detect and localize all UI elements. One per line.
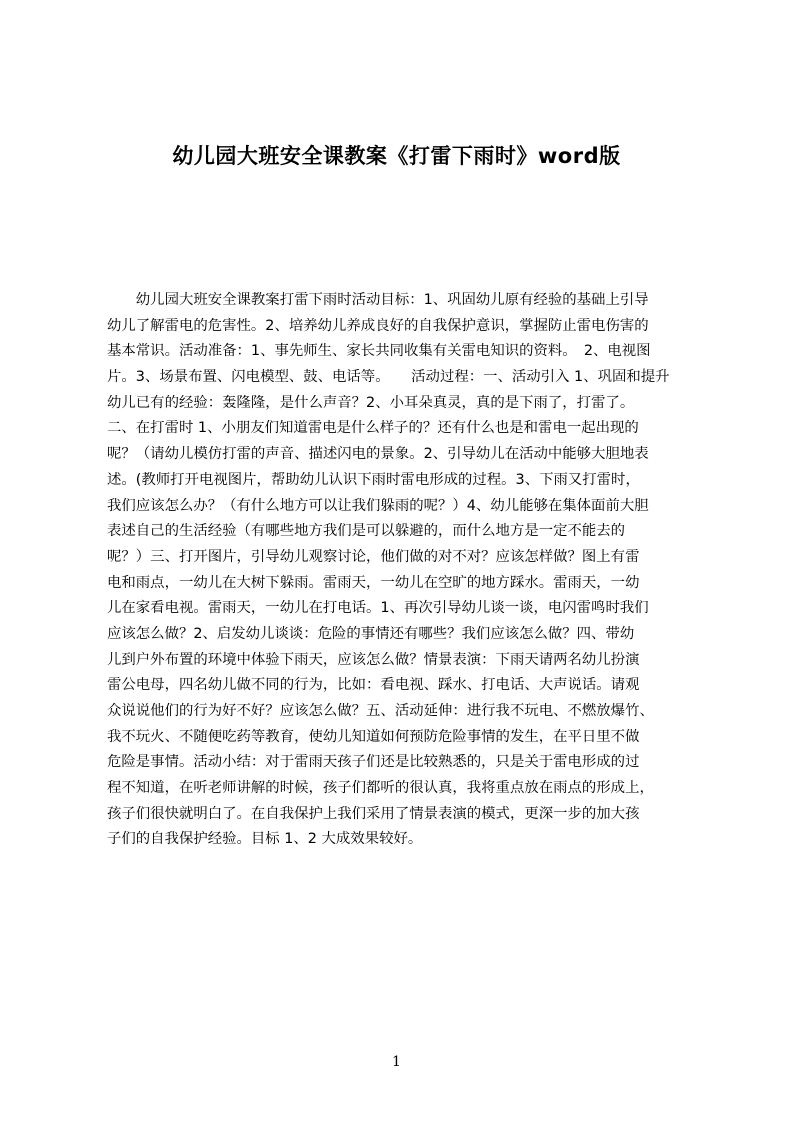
body-line: 我不玩火、不随便吃药等教育，使幼儿知道如何预防危险事情的发生，在平日里不做 — [107, 728, 640, 745]
page-number: 1 — [392, 1054, 401, 1070]
body-line: 应该怎么做？2、启发幼儿谈谈：危险的事情还有哪些？我们应该怎么做？四、带幼 — [107, 625, 635, 642]
body-line: 述。(教师打开电视图片，帮助幼儿认识下雨时雷电形成的过程。3、下雨又打雷时， — [107, 471, 640, 488]
body-line: 片。3、场景布置、闪电模型、鼓、电话等。 活动过程：一、活动引入 1、巩固和提升 — [107, 369, 670, 386]
body-line: 幼儿了解雷电的危害性。2、培养幼儿养成良好的自我保护意识，掌握防止雷电伤害的 — [107, 317, 649, 334]
body-line: 二、在打雷时 1、小朋友们知道雷电是什么样子的？还有什么也是和雷电一起出现的 — [107, 420, 639, 437]
body-line: 程不知道，在听老师讲解的时候，孩子们都听的很认真，我将重点放在雨点的形成上， — [107, 780, 654, 797]
body-line: 电和雨点，一幼儿在大树下躲雨。雷雨天，一幼儿在空旷的地方踩水。雷雨天，一幼 — [107, 574, 640, 591]
body-line: 雷公电母，四名幼儿做不同的行为，比如：看电视、踩水、打电话、大声说话。请观 — [107, 677, 640, 694]
body-line: 幼儿已有的经验：轰隆隆，是什么声音？2、小耳朵真灵，真的是下雨了，打雷了。 — [107, 394, 635, 411]
document-body — [107, 288, 697, 853]
body-line: 幼儿园大班安全课教案打雷下雨时活动目标：1、巩固幼儿原有经验的基础上引导 — [107, 292, 649, 308]
body-line: 表述自己的生活经验（有哪些地方我们是可以躲避的，而什么地方是一定不能去的 — [107, 523, 626, 540]
body-line: 众说说他们的行为好不好？应该怎么做？五、活动延伸：进行我不玩电、不燃放爆竹、 — [107, 703, 654, 719]
body-line: 孩子们很快就明白了。在自我保护上我们采用了情景表演的模式，更深一步的加大孩 — [107, 805, 640, 822]
body-line: 儿在家看电视。雷雨天，一幼儿在打电话。1、再次引导幼儿谈一谈，电闪雷鸣时我们 — [107, 600, 649, 617]
body-line: 呢？）三、打开图片，引导幼儿观察讨论，他们做的对不对？应该怎样做？图上有雷 — [107, 548, 640, 565]
document-title: 幼儿园大班安全课教案《打雷下雨时》word版 — [172, 144, 621, 168]
body-line: 儿到户外布置的环境中体验下雨天，应该怎么做？情景表演：下雨天请两名幼儿扮演 — [107, 651, 640, 668]
body-line: 子们的自我保护经验。目标 1、2 大成效果较好。 — [107, 831, 423, 848]
body-line: 呢？（请幼儿模仿打雷的声音、描述闪电的景象。2、引导幼儿在活动中能够大胆地表 — [107, 446, 649, 463]
body-line: 我们应该怎么办？（有什么地方可以让我们躲雨的呢？）4、幼儿能够在集体面前大胆 — [107, 497, 649, 514]
body-line: 危险是事情。活动小结：对于雷雨天孩子们还是比较熟悉的，只是关于雷电形成的过 — [107, 754, 640, 771]
body-line: 基本常识。活动准备：1、事先师生、家长共同收集有关雷电知识的资料。 2、电视图 — [107, 343, 651, 360]
